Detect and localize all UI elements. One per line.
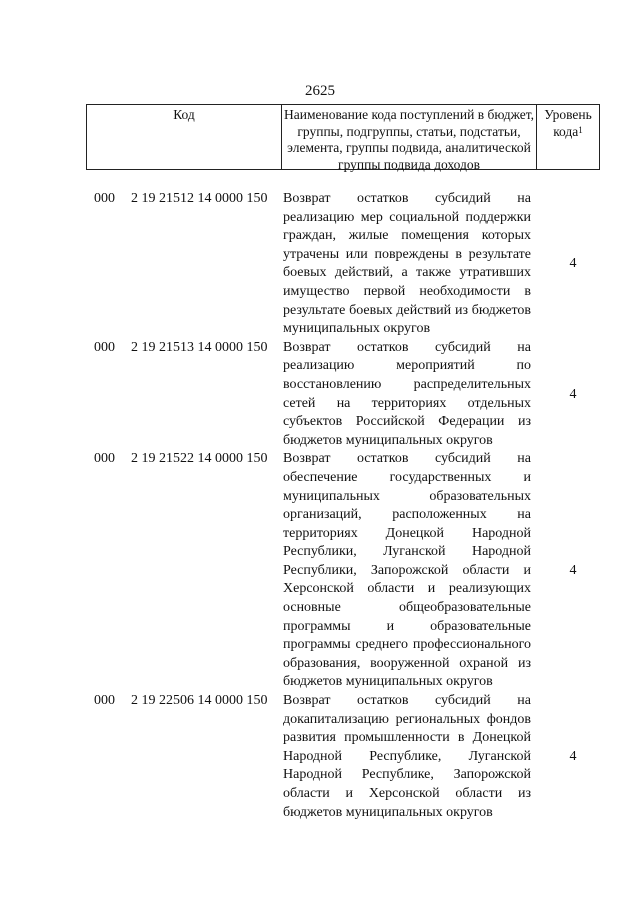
admin-code: 000	[94, 191, 115, 206]
header-name: Наименование кода поступлений в бюджет, группы, подгруппы, статьи, подстатьи, элемента, группы подвида, аналитической группы подвида доходов	[282, 105, 537, 169]
revenue-code: 2 19 21512 14 0000 150	[131, 191, 268, 206]
revenue-name: Возврат остатков субсидий на обеспечение государственных и муниципальных образовательных организаций, расположенных на территориях Донецкой Народной Республики, Луганской Народной Республики, Запорожской области и Херсонской области и реализующих основные общеобразовательные программы и образовательные программы среднего профессионального образования, вооруженной охраной из бюджетов муниципальных округов	[283, 451, 531, 690]
revenue-code: 2 19 21513 14 0000 150	[131, 339, 268, 355]
code-level: 4	[569, 563, 577, 579]
table-header	[86, 104, 600, 170]
revenue-name: Возврат остатков субсидий на реализацию мер социальной поддержки граждан, жилые помещения которых утрачены или повреждены в результате боевых действий, а также утративших имущество первой необходимости в результате боевых действий из бюджетов муниципальных округов	[283, 191, 531, 337]
header-level	[537, 105, 599, 169]
revenue-name: Возврат остатков субсидий на докапитализацию региональных фондов развития промышленности в Донецкой Народной Республике, Луганской Народной Республике, Запорожской области и Херсонской области из бюджетов муниципальных округов	[283, 693, 531, 820]
admin-code: 000	[94, 339, 115, 355]
revenue-code: 2 19 22506 14 0000 150	[131, 693, 268, 709]
header-level-footnote: 1	[578, 124, 583, 135]
header-level-label: Уровень кода	[544, 107, 592, 139]
revenue-code: 2 19 21522 14 0000 150	[131, 451, 268, 467]
table-row	[0, 190, 640, 339]
code-level: 4	[569, 386, 577, 402]
page-number: 2625	[305, 83, 335, 99]
admin-code: 000	[94, 693, 115, 709]
table-row	[0, 339, 640, 451]
table-row	[0, 692, 640, 822]
table-row	[0, 450, 640, 692]
header-code: Код	[87, 105, 282, 169]
admin-code: 000	[94, 451, 115, 467]
code-level: 4	[569, 256, 577, 272]
revenue-name: Возврат остатков субсидий на реализацию мероприятий по восстановлению распределительных сетей на территориях отдельных субъектов Российской Федерации из бюджетов муниципальных округов	[283, 339, 531, 448]
code-level: 4	[569, 749, 577, 765]
table-body	[0, 190, 640, 822]
